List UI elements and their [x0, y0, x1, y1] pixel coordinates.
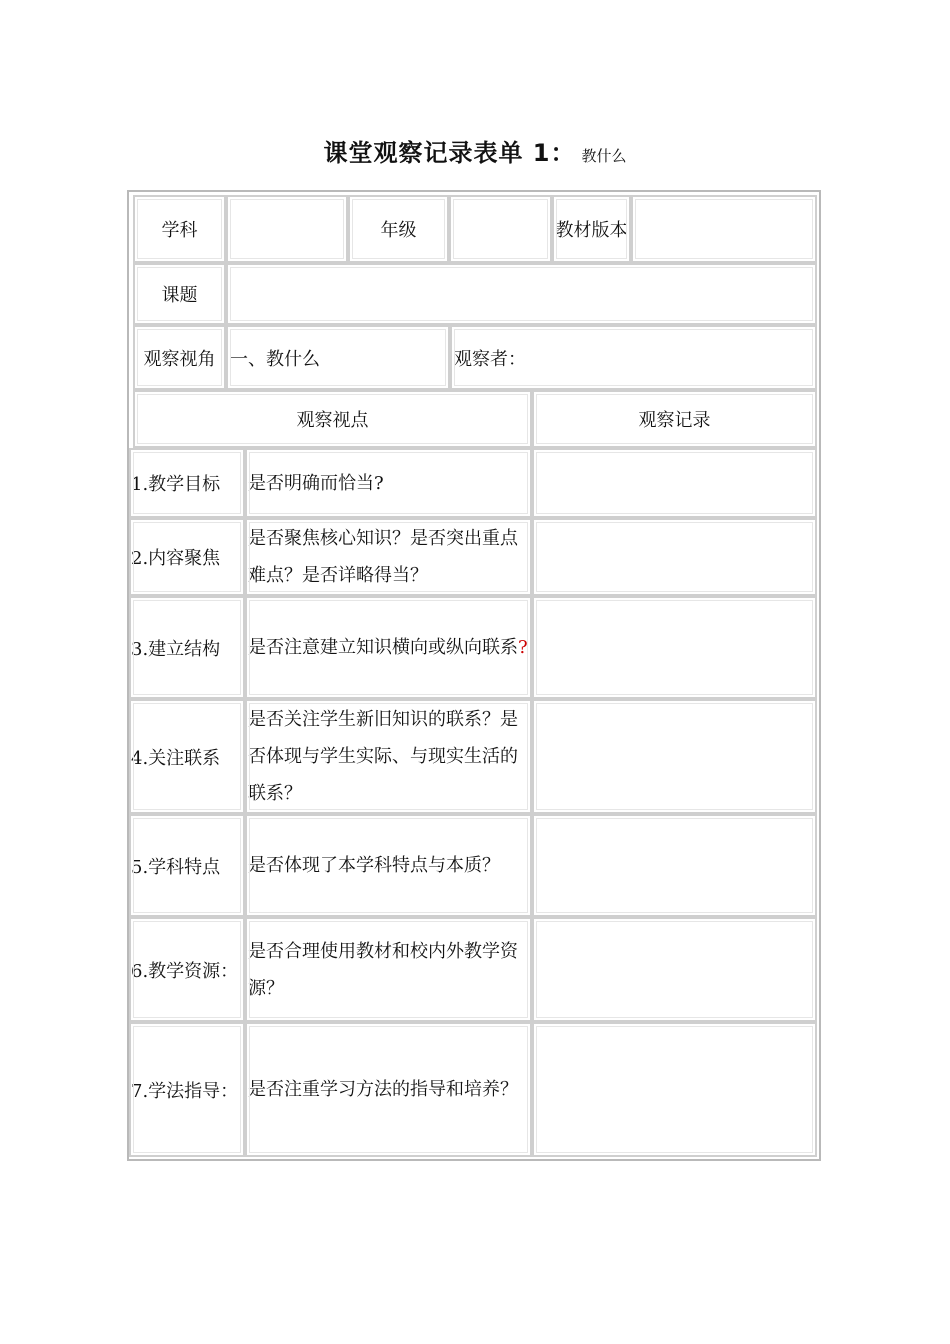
title-main: 课堂观察记录表单 1：	[323, 139, 576, 167]
subject-label-cell	[133, 195, 226, 263]
table-row-label: 6.教学资源：	[129, 917, 245, 1022]
table-row-record[interactable]	[532, 917, 817, 1022]
grade-value-cell[interactable]	[449, 195, 552, 263]
perspective-label-cell	[133, 325, 226, 390]
records-header-label: 观察记录	[638, 410, 711, 431]
table-row-question: 是否聚焦核心知识？是否突出重点难点？是否详略得当？	[245, 518, 532, 596]
table-row-question: 是否注意建立知识横向或纵向联系?	[245, 596, 532, 699]
edition-label: 教材版本	[555, 220, 628, 241]
table-row-question: 是否明确而恰当?	[245, 448, 532, 518]
table-row-record[interactable]	[532, 518, 817, 596]
table-row-label: 7.学法指导：	[129, 1022, 245, 1157]
points-header-label: 观察视点	[296, 410, 369, 431]
table-row-question: 是否注重学习方法的指导和培养？	[245, 1022, 532, 1157]
table-row-question: 是否合理使用教材和校内外教学资源？	[245, 917, 532, 1022]
table-row-question: 是否关注学生新旧知识的联系？是否体现与学生实际、与现实生活的联系？	[245, 699, 532, 814]
perspective-value: 一、教什么	[230, 348, 320, 370]
observer-cell[interactable]	[450, 325, 817, 390]
perspective-value-cell	[226, 325, 450, 390]
table-row-record[interactable]	[532, 596, 817, 699]
edition-value-cell[interactable]	[631, 195, 817, 263]
table-row-question: 是否体现了本学科特点与本质？	[245, 814, 532, 917]
table-row-record[interactable]	[532, 448, 817, 518]
table-row-label: 3.建立结构	[129, 596, 245, 699]
table-row-record[interactable]	[532, 1022, 817, 1157]
topic-value-cell[interactable]	[226, 263, 817, 325]
edition-label-cell	[552, 195, 631, 263]
grade-label-cell	[348, 195, 449, 263]
subject-value-cell[interactable]	[226, 195, 348, 263]
table-row-label: 4.关注联系	[129, 699, 245, 814]
title-sub: 教什么	[581, 147, 627, 165]
table-row-label: 2.内容聚焦	[129, 518, 245, 596]
perspective-label: 观察视角	[143, 348, 216, 370]
grade-label: 年级	[380, 220, 417, 241]
topic-label-cell	[133, 263, 226, 325]
points-column-header	[133, 390, 532, 448]
table-row-record[interactable]	[532, 814, 817, 917]
table-row-record[interactable]	[532, 699, 817, 814]
table-row-label: 1.教学目标	[129, 448, 245, 518]
subject-label: 学科	[161, 220, 198, 241]
table-row-label: 5.学科特点	[129, 814, 245, 917]
question-mark-red: ?	[518, 637, 528, 658]
records-column-header	[532, 390, 817, 448]
observation-form-table	[127, 190, 821, 1161]
topic-label: 课题	[161, 285, 198, 306]
observer-label: 观察者：	[454, 348, 526, 370]
document-title	[0, 133, 950, 168]
